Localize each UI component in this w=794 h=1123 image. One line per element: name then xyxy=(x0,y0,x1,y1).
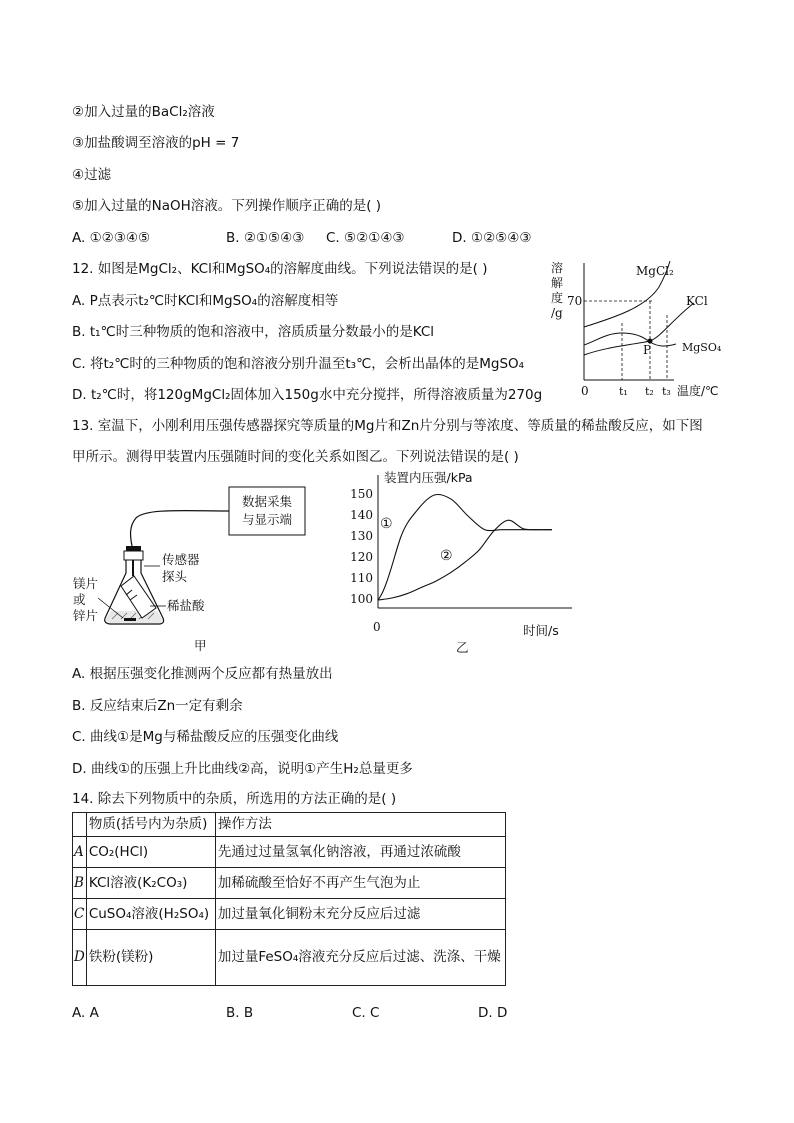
q11-step-2: ②加入过量的BaCl₂溶液 xyxy=(72,104,215,120)
q13-stem-line-1: 13. 室温下，小刚利用压强传感器探究等质量的Mg片和Zn片分别与等浓度、等质量的稀盐酸反应，如下图 xyxy=(72,418,703,434)
q14-stem: 14. 除去下列物质中的杂质，所选用的方法正确的是( ) xyxy=(72,791,397,807)
pressure-xlabel: 时间/s xyxy=(523,623,559,638)
label-mgso4: MgSO₄ xyxy=(682,341,722,354)
table-row xyxy=(73,837,506,868)
row-key: A xyxy=(73,837,87,868)
chart-ylabel-1: 溶 xyxy=(551,261,564,275)
q14-table xyxy=(72,812,506,986)
q11-step-4: ④过滤 xyxy=(72,167,112,183)
stopper xyxy=(124,551,143,560)
header-substance: 物质(括号内为杂质) xyxy=(86,813,215,837)
label-metal-3: 锌片 xyxy=(73,608,99,623)
chart-ylabel-3: 度 xyxy=(551,291,564,305)
ytick-110: 110 xyxy=(350,571,373,585)
row-key: B xyxy=(73,868,87,899)
curve-2-label: ② xyxy=(440,548,453,564)
cable xyxy=(131,511,229,546)
metal-strip xyxy=(124,618,136,621)
curve-2 xyxy=(378,520,552,600)
ytick-130: 130 xyxy=(350,529,373,543)
pressure-chart xyxy=(340,470,580,660)
q12-option-a[interactable]: A. P点表示t₂℃时KCl和MgSO₄的溶解度相等 xyxy=(72,293,339,309)
q14-options xyxy=(72,1004,507,1022)
row-substance: KCl溶液(K₂CO₃) xyxy=(86,868,215,899)
q12-option-c[interactable]: C. 将t₂℃时的三种物质的饱和溶液分别升温至t₃℃，会析出晶体的是MgSO₄ xyxy=(72,356,525,372)
label-sensor-1: 传感器 xyxy=(162,552,200,567)
pressure-origin: 0 xyxy=(373,620,381,634)
row-substance: CO₂(HCl) xyxy=(86,837,215,868)
label-metal-1: 镁片 xyxy=(73,576,99,591)
q12-stem: 12. 如图是MgCl₂、KCl和MgSO₄的溶解度曲线。下列说法错误的是( ) xyxy=(72,261,488,277)
row-substance: 铁粉(镁粉) xyxy=(86,930,215,986)
ytick-100: 100 xyxy=(350,592,373,606)
plug-top xyxy=(126,546,141,551)
q11-option-d[interactable]: D. ①②⑤④③ xyxy=(452,230,532,246)
q13-option-c[interactable]: C. 曲线①是Mg与稀盐酸反应的压强变化曲线 xyxy=(72,729,339,745)
chart-ylabel-4: /g xyxy=(551,306,563,320)
header-method: 操作方法 xyxy=(215,813,505,837)
point-p-label: P xyxy=(643,343,652,357)
row-key: C xyxy=(73,899,87,930)
label-metal-2: 或 xyxy=(73,592,86,607)
label-kcl: KCl xyxy=(686,294,708,308)
solubility-chart xyxy=(546,255,736,407)
xtick-t1: t₁ xyxy=(619,385,628,398)
curve-kcl xyxy=(584,303,694,355)
ytick-120: 120 xyxy=(350,550,373,564)
q13-option-b[interactable]: B. 反应结束后Zn一定有剩余 xyxy=(72,698,243,714)
q14-option-c[interactable]: C. C xyxy=(352,1005,380,1021)
table-row xyxy=(73,930,506,986)
row-method: 加稀硫酸至恰好不再产生气泡为止 xyxy=(215,868,505,899)
label-acid: 稀盐酸 xyxy=(167,598,205,613)
table-header-row xyxy=(73,813,506,837)
q12-option-b[interactable]: B. t₁℃时三种物质的饱和溶液中，溶质质量分数最小的是KCl xyxy=(72,324,435,340)
q11-step-5: ⑤加入过量的NaOH溶液。下列操作顺序正确的是( ) xyxy=(72,198,382,214)
table-row xyxy=(73,899,506,930)
xtick-t2: t₂ xyxy=(645,385,654,398)
origin-label: 0 xyxy=(581,384,589,398)
label-mgcl2: MgCl₂ xyxy=(636,264,674,278)
ytick-70: 70 xyxy=(567,294,583,308)
row-key: D xyxy=(73,930,87,986)
row-method: 加过量FeSO₄溶液充分反应后过滤、洗涤、干燥 xyxy=(215,930,505,986)
xlabel: 温度/℃ xyxy=(677,384,719,398)
q13-option-a[interactable]: A. 根据压强变化推测两个反应都有热量放出 xyxy=(72,666,333,682)
chart-ylabel-2: 解 xyxy=(551,276,564,290)
q11-option-c[interactable]: C. ⑤②①④③ xyxy=(326,230,405,246)
apparatus-diagram xyxy=(66,478,326,658)
data-box-line-1: 数据采集 xyxy=(241,494,293,509)
ytick-140: 140 xyxy=(350,508,373,522)
q13-option-d[interactable]: D. 曲线①的压强上升比曲线②高，说明①产生H₂总量更多 xyxy=(72,761,413,777)
caption-yi: 乙 xyxy=(456,640,469,655)
curve-1 xyxy=(378,494,552,600)
pressure-ylabel: 装置内压强/kPa xyxy=(384,470,473,485)
row-substance: CuSO₄溶液(H₂SO₄) xyxy=(86,899,215,930)
curve-1-label: ① xyxy=(380,516,393,532)
label-sensor-2: 探头 xyxy=(162,569,188,584)
q14-option-b[interactable]: B. B xyxy=(226,1005,254,1021)
caption-jia: 甲 xyxy=(194,638,207,653)
data-box-line-2: 与显示端 xyxy=(241,512,293,527)
xtick-t3: t₃ xyxy=(662,385,671,398)
q14-option-a[interactable]: A. A xyxy=(72,1005,99,1021)
row-method: 加过量氧化铜粉末充分反应后过滤 xyxy=(215,899,505,930)
q11-option-b[interactable]: B. ②①⑤④③ xyxy=(226,230,305,246)
q11-options xyxy=(72,229,532,247)
q12-option-d[interactable]: D. t₂℃时，将120gMgCl₂固体加入150g水中充分搅拌，所得溶液质量为270g xyxy=(72,387,543,403)
ytick-150: 150 xyxy=(350,487,373,501)
q13-stem-line-2: 甲所示。测得甲装置内压强随时间的变化关系如图乙。下列说法错误的是( ) xyxy=(72,449,519,465)
q11-step-3: ③加盐酸调至溶液的pH = 7 xyxy=(72,135,240,151)
row-method: 先通过过量氢氧化钠溶液，再通过浓硫酸 xyxy=(215,837,505,868)
table-row xyxy=(73,868,506,899)
q11-option-a[interactable]: A. ①②③④⑤ xyxy=(72,230,151,246)
q14-option-d[interactable]: D. D xyxy=(478,1005,508,1021)
